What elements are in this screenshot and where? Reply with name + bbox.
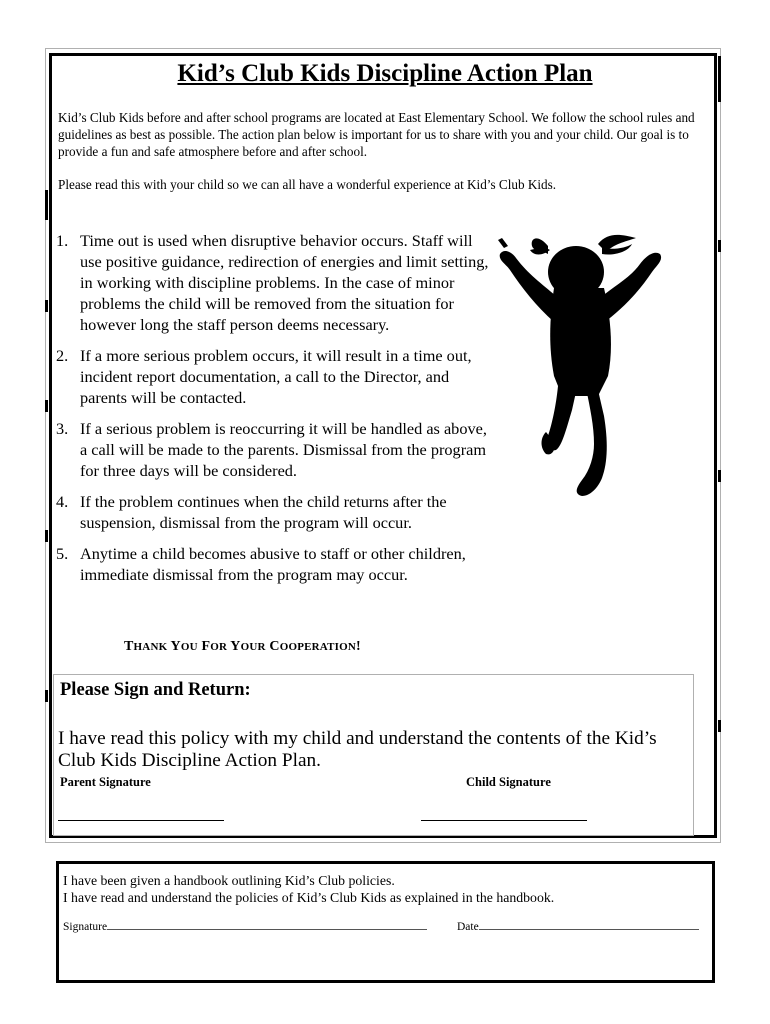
handbook-line-2: I have read and understand the policies of Kid’s Club Kids as explained in the handbook. <box>63 890 555 905</box>
rule-text: If a serious problem is reoccurring it will be handled as above, a call will be made to the parents. Dismissal from the program for three days will be considered. <box>80 419 487 480</box>
policy-acknowledgement-text: I have read this policy with my child and understand the contents of the Kid’s Club Kids Discipline Action Plan. <box>58 728 657 771</box>
rule-item <box>56 418 494 481</box>
rule-item <box>56 491 494 533</box>
frame-tick <box>45 190 48 220</box>
rule-text: If the problem continues when the child returns after the suspension, dismissal from the program will occur. <box>80 492 447 532</box>
handbook-signature-line[interactable] <box>107 920 427 930</box>
rules-list <box>56 230 494 595</box>
frame-tick <box>45 400 48 412</box>
rule-item <box>56 345 494 408</box>
rule-item <box>56 543 494 585</box>
frame-tick <box>718 470 721 482</box>
thank-you-note: THANK YOU FOR YOUR COOPERATION! <box>124 639 361 654</box>
rule-number: 2. <box>56 346 69 365</box>
parent-signature-line[interactable] <box>58 820 224 821</box>
sign-return-heading: Please Sign and Return: <box>60 680 251 700</box>
page-title: Kid’s Club Kids Discipline Action Plan <box>177 60 593 87</box>
handbook-signature-label: Signature <box>63 921 108 933</box>
rule-number: 3. <box>56 419 69 438</box>
rule-text: If a more serious problem occurs, it will result in a time out, incident report documentation, a call to the Director, and parents will be contacted. <box>80 346 472 407</box>
child-signature-line[interactable] <box>421 820 587 821</box>
handbook-signature-field[interactable] <box>63 920 427 933</box>
frame-tick <box>718 56 721 102</box>
rule-item <box>56 230 494 335</box>
intro-paragraph-2: Please read this with your child so we can all have a wonderful experience at Kid’s Club Kids. <box>58 177 557 192</box>
frame-tick <box>45 300 48 312</box>
handbook-date-field[interactable] <box>457 920 699 933</box>
rule-number: 1. <box>56 231 69 250</box>
rule-text: Anytime a child becomes abusive to staff or other children, immediate dismissal from the program may occur. <box>80 544 466 584</box>
rule-number: 4. <box>56 492 69 511</box>
parent-signature-label: Parent Signature <box>60 775 151 789</box>
handbook-date-line[interactable] <box>479 920 699 930</box>
frame-tick <box>45 690 48 702</box>
handbook-date-label: Date <box>457 921 479 933</box>
handbook-line-1: I have been given a handbook outlining Kid’s Club policies. <box>63 873 395 888</box>
frame-tick <box>718 720 721 732</box>
rule-text: Time out is used when disruptive behavior occurs. Staff will use positive guidance, redirection of energies and limit setting, in working with discipline problems. In the case of minor problems the child will be removed from the situation for however long the staff person deems necessary. <box>80 231 489 334</box>
intro-paragraph: Kid’s Club Kids before and after school programs are located at East Elementary School. We follow the school rules and guidelines as best as possible. The action plan below is important for us to share with you and your child. Our goal is to provide a fun and safe atmosphere before and after school. <box>58 110 695 159</box>
jumping-child-silhouette-icon <box>490 226 680 498</box>
frame-tick <box>718 240 721 252</box>
rule-number: 5. <box>56 544 69 563</box>
child-signature-label: Child Signature <box>466 775 551 789</box>
frame-tick <box>45 530 48 542</box>
